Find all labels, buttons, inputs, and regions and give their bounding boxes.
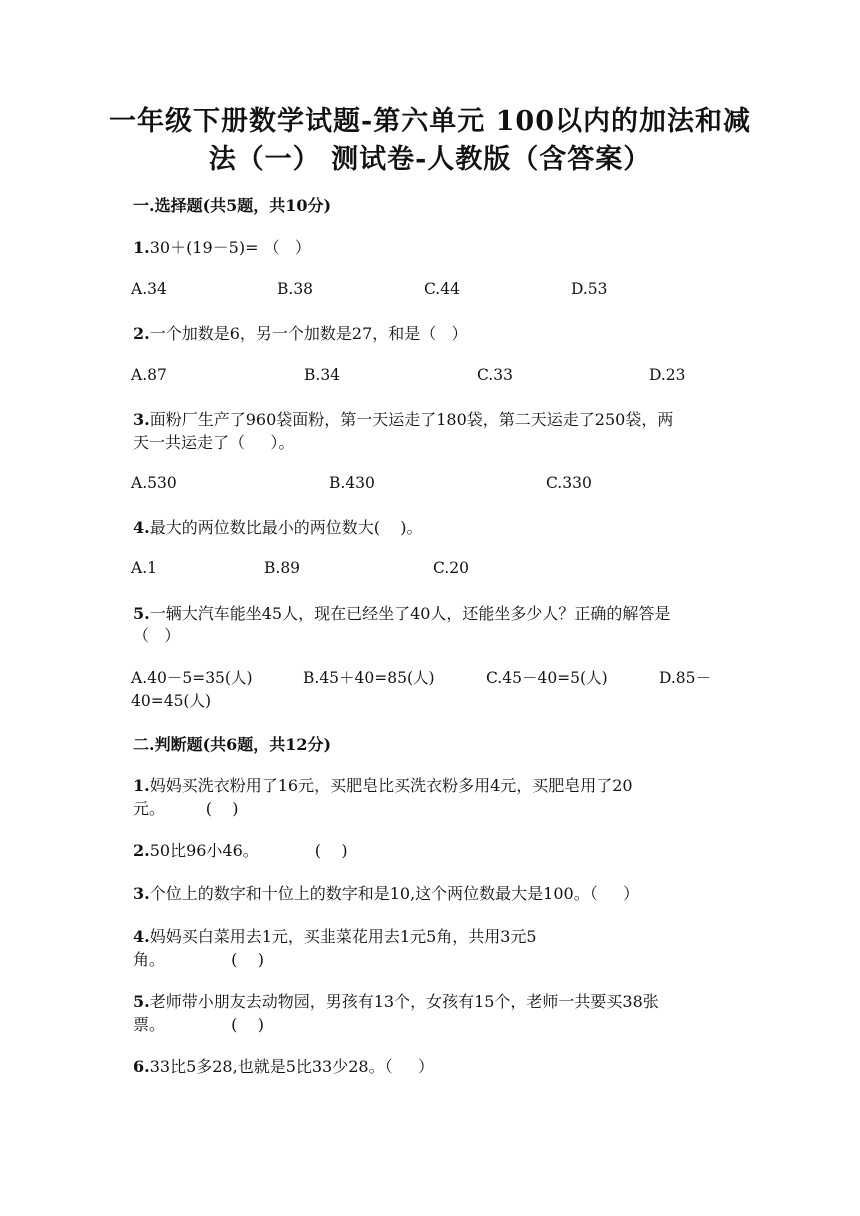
option-a: A.87 bbox=[131, 366, 167, 384]
question-number: 4. bbox=[133, 518, 150, 537]
question-number: 3. bbox=[133, 884, 150, 903]
question-text: 妈妈买洗衣粉用了16元，买肥皂比买洗衣粉多用4元，买肥皂用了20 bbox=[149, 776, 633, 795]
question-5 bbox=[133, 601, 670, 624]
option-c: C.20 bbox=[433, 559, 469, 577]
judgment-2 bbox=[133, 838, 348, 861]
question-text: 一个加数是6，另一个加数是27，和是（ ） bbox=[149, 324, 468, 343]
option-d: D.23 bbox=[649, 366, 686, 384]
question-text: 个位上的数字和十位上的数字和是10,这个两位数最大是100。（ ） bbox=[149, 884, 640, 903]
judgment-5-continued: 票。 ( ) bbox=[133, 1015, 264, 1034]
option-d: D.53 bbox=[571, 280, 608, 298]
option-d-continued: 40=45(人) bbox=[131, 692, 212, 710]
question-4 bbox=[133, 515, 423, 538]
option-c: C.330 bbox=[546, 474, 592, 492]
question-text: 妈妈买白菜用去1元，买韭菜花用去1元5角，共用3元5 bbox=[149, 927, 537, 946]
question-2 bbox=[133, 321, 468, 344]
question-number: 1. bbox=[133, 776, 150, 795]
question-number: 5. bbox=[133, 604, 150, 623]
option-b: B.34 bbox=[304, 366, 341, 384]
option-a: A.40－5=35(人) bbox=[131, 669, 253, 687]
worksheet-title-line1: 一年级下册数学试题-第六单元 100以内的加法和减 bbox=[109, 106, 751, 137]
option-a: A.1 bbox=[131, 559, 157, 577]
question-3 bbox=[133, 407, 673, 430]
option-a: A.34 bbox=[131, 280, 167, 298]
judgment-1-continued: 元。 ( ) bbox=[133, 799, 239, 818]
option-c: C.33 bbox=[477, 366, 513, 384]
judgment-6 bbox=[133, 1054, 434, 1077]
question-5-continued: （ ） bbox=[133, 626, 181, 645]
question-text: 老师带小朋友去动物园，男孩有13个，女孩有15个，老师一共要买38张 bbox=[149, 992, 659, 1011]
option-b: B.45＋40=85(人) bbox=[303, 669, 435, 687]
question-number: 6. bbox=[133, 1057, 150, 1076]
question-number: 4. bbox=[133, 927, 150, 946]
question-text: 面粉厂生产了960袋面粉，第一天运走了180袋，第二天运走了250袋，两 bbox=[149, 410, 674, 429]
section-heading-judgment: 二.判断题(共6题，共12分) bbox=[133, 735, 332, 754]
question-text: 50比96小46。 ( ) bbox=[149, 841, 348, 860]
question-text: 30＋(19－5)= （ ） bbox=[149, 238, 311, 257]
question-1 bbox=[133, 235, 311, 258]
section-heading-choice: 一.选择题(共5题，共10分) bbox=[133, 196, 332, 215]
question-number: 2. bbox=[133, 324, 150, 343]
option-b: B.89 bbox=[264, 559, 301, 577]
judgment-5 bbox=[133, 989, 659, 1012]
judgment-3 bbox=[133, 881, 639, 904]
option-c: C.45－40=5(人) bbox=[486, 669, 608, 687]
question-text: 33比5多28,也就是5比33少28。（ ） bbox=[149, 1057, 435, 1076]
option-a: A.530 bbox=[131, 474, 177, 492]
option-b: B.38 bbox=[277, 280, 314, 298]
option-b: B.430 bbox=[329, 474, 375, 492]
question-number: 3. bbox=[133, 410, 150, 429]
question-number: 2. bbox=[133, 841, 150, 860]
question-number: 1. bbox=[133, 238, 150, 257]
question-number: 5. bbox=[133, 992, 150, 1011]
option-d: D.85－ bbox=[659, 669, 712, 687]
judgment-4-continued: 角。 ( ) bbox=[133, 950, 264, 969]
worksheet-title-line2: 法（一） 测试卷-人教版（含答案） bbox=[208, 144, 652, 175]
question-text: 最大的两位数比最小的两位数大( )。 bbox=[149, 518, 423, 537]
judgment-1 bbox=[133, 773, 633, 796]
option-c: C.44 bbox=[424, 280, 460, 298]
question-text: 一辆大汽车能坐45人，现在已经坐了40人，还能坐多少人？正确的解答是 bbox=[149, 604, 671, 623]
judgment-4 bbox=[133, 924, 537, 947]
question-3-continued: 天一共运走了（ ）。 bbox=[133, 433, 295, 452]
